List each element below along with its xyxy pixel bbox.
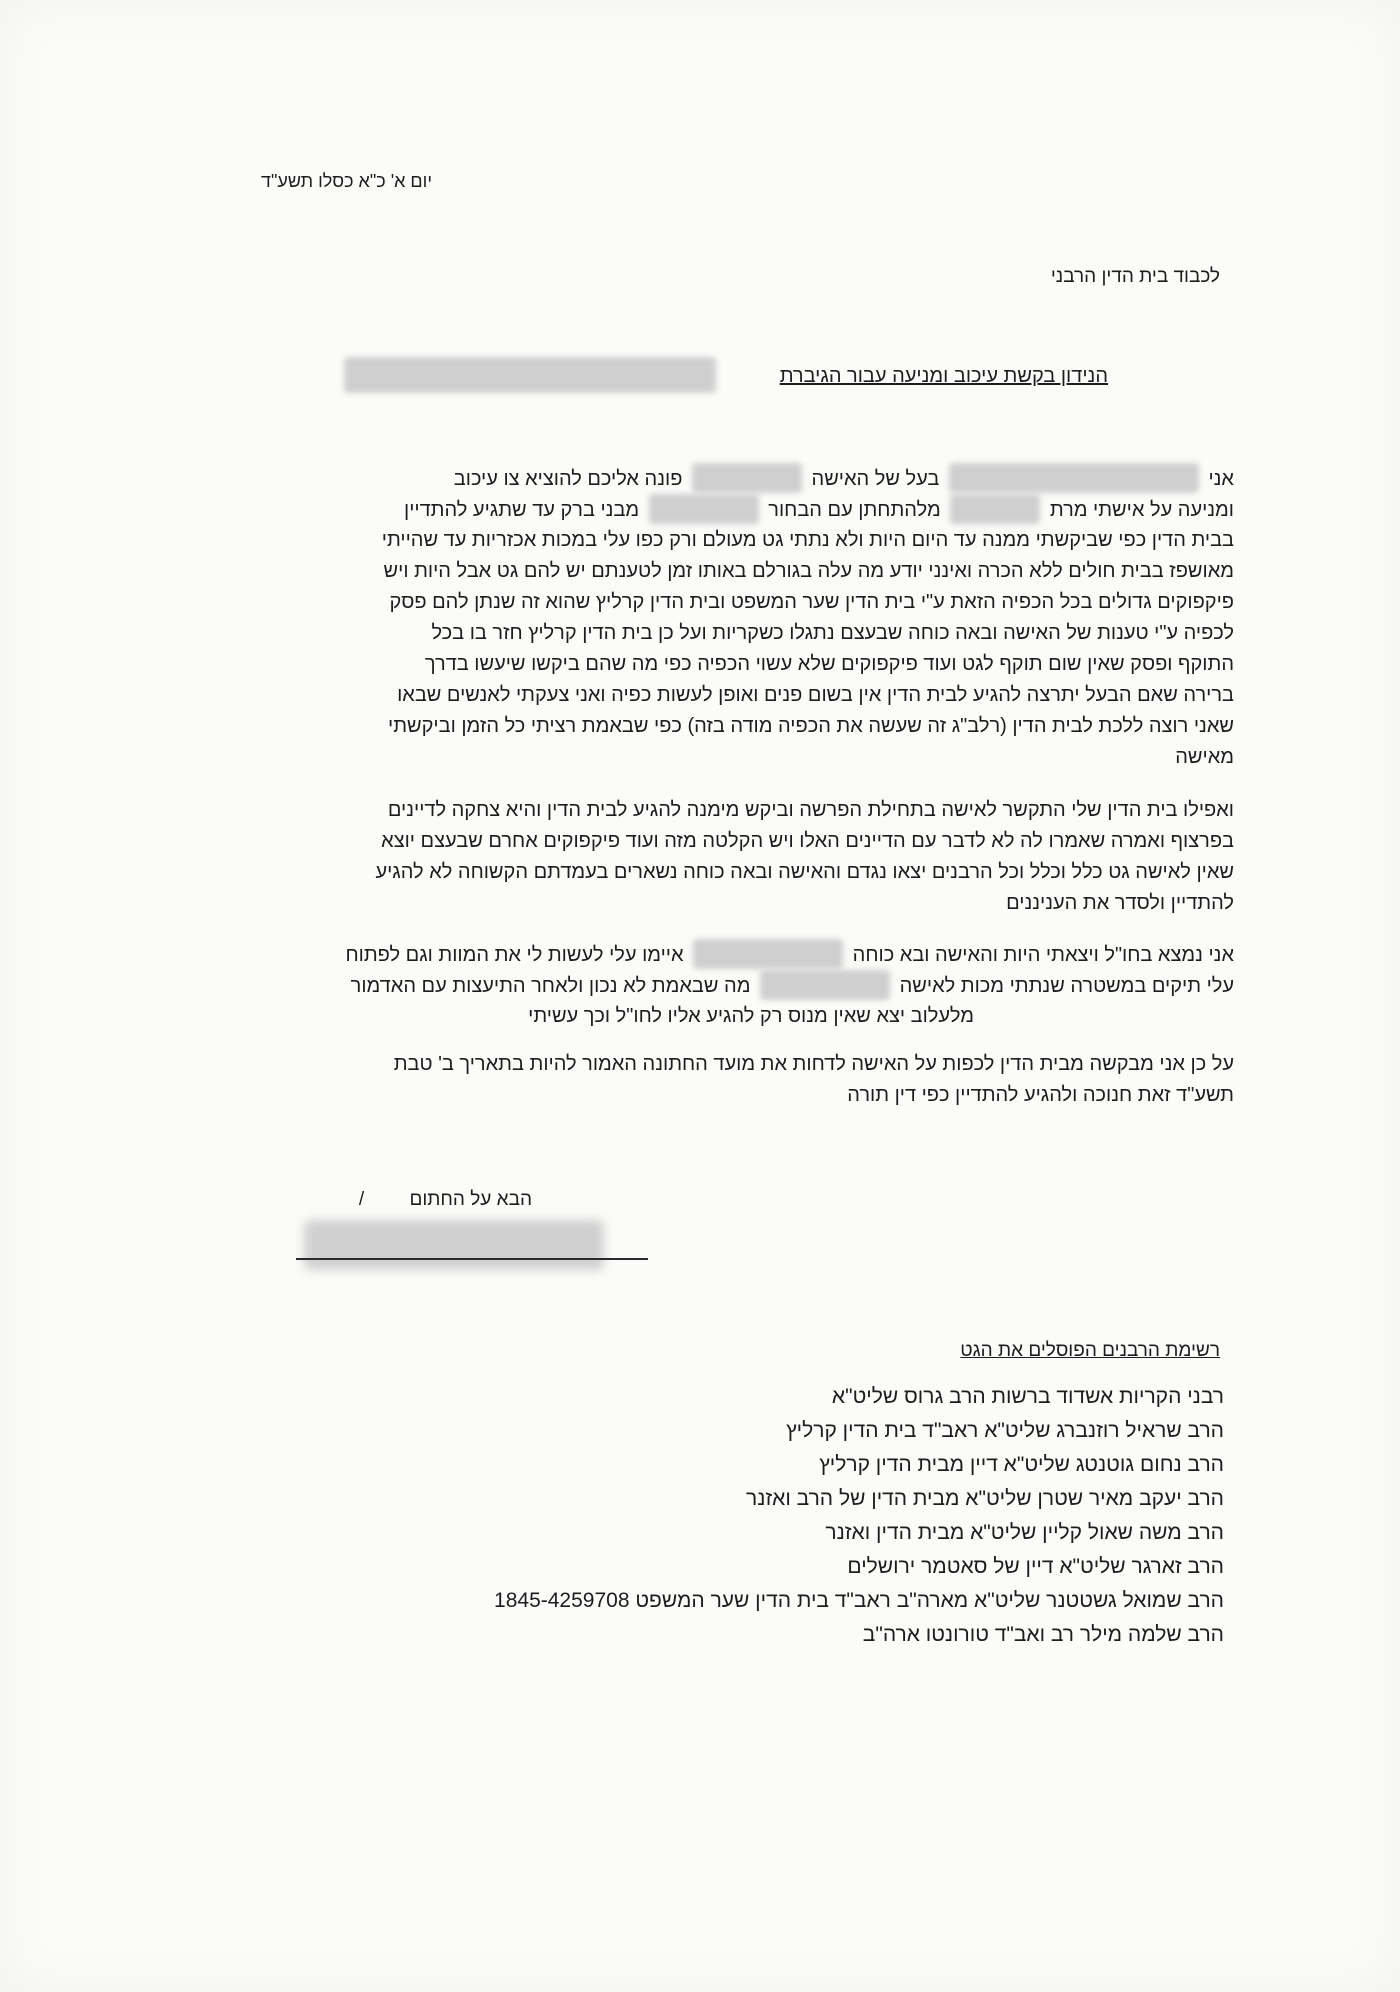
rabbis-list (494, 1380, 1224, 1652)
signature-label (359, 1184, 532, 1215)
paragraph-line (234, 1049, 1234, 1080)
paragraph-line (234, 649, 1234, 680)
paragraph-line (234, 888, 1234, 919)
letter-addressee: לכבוד בית הדין הרבני (1050, 266, 1220, 287)
text-segment: לכפיה ע"י טענות של האישה ובאה כוחה שבעצם נתגלו כשקריות ועל כן בית הדין קרליץ חזר בו בכל (431, 622, 1234, 644)
signature-line (296, 1258, 648, 1260)
paragraph-line (234, 618, 1234, 649)
redacted-name (344, 357, 716, 393)
text-segment: להתדיין ולסדר את העניננים (1006, 892, 1234, 914)
text-segment: פיקפוקים גדולים בכל הכפיה הזאת ע"י בית הדין שער המשפט ובית הדין קרליץ שהוא זה שנתן להם פסק (389, 591, 1234, 613)
text-segment: עלי תיקים במשטרה שנתתי מכות לאישה (899, 975, 1234, 997)
paragraph-line (234, 939, 1234, 970)
text-segment: פונה אליכם להוציא צו עיכוב (453, 468, 683, 490)
paragraph-line (234, 795, 1234, 826)
paragraph-line (234, 970, 1234, 1001)
text-segment: על כן אני מבקשה מבית הדין לכפות על האישה לדחות את מועד החתונה האמור להיות בתאריך ב' טבת (393, 1053, 1234, 1075)
paragraph-2 (234, 795, 1234, 919)
paragraph-1 (234, 463, 1234, 773)
text-segment: בבית הדין כפי שביקשתי ממנה עד היום היות ולא נתתי גט מעולם ורק כפו עלי במכות אכזריות עד שהייתי (381, 529, 1234, 551)
text-segment: איימו עלי לעשות לי את המוות וגם לפתוח (345, 944, 684, 966)
paragraph-line (234, 742, 1234, 773)
letter-subject (780, 361, 1108, 392)
text-segment: מאישה (1175, 746, 1234, 768)
list-item: הרב משה שאול קליין שליט"א מבית הדין ואזנר (825, 1521, 1224, 1544)
text-segment: שאני רוצה ללכת לבית הדין (רלב"ג זה שעשה את הכפיה מודה בזה) כפי שבאמת רציתי כל הזמן וביקשתי (388, 715, 1234, 737)
paragraph-line (234, 494, 1234, 525)
redacted-name (649, 494, 759, 524)
text-segment: מאושפז בבית חולים ללא הכרה ואינני יודע מה עלה בגורלם באותו זמן לטענתם יש להם גט אבל היות ויש (383, 560, 1234, 582)
text-segment: בפרצוף ואמרה שאמרו לה לא לדבר עם הדיינים האלו ויש הקלטה מזה ועוד פיקפוקים אחרם שבעצם יוצא (381, 830, 1234, 852)
text-segment: התוקף ופסק שאין שום תוקף לגט ועוד פיקפוקים שלא עשוי הכפיה כפי מה שהם ביקשו שיעשו בדרך (424, 653, 1234, 675)
redacted-name (950, 494, 1040, 524)
paragraph-line (234, 587, 1234, 618)
text-segment: מה שבאמת לא נכון ולאחר התיעצות עם האדמור (350, 975, 751, 997)
text-segment: ברירה שאם הבעל יתרצה להגיע לבית הדין אין בשום פנים ואופן לעשות כפיה ואני צעקתי לאנשים שבאו (397, 684, 1234, 706)
paragraph-line (234, 711, 1234, 742)
list-item: רבני הקריות אשדוד ברשות הרב גרוס שליט"א (831, 1385, 1224, 1408)
redacted-name (693, 939, 843, 969)
redacted-name (760, 970, 890, 1000)
text-segment: בעל של האישה (811, 468, 940, 490)
signature-text: הבא על החתום (409, 1189, 532, 1210)
rabbis-list-title: רשימת הרבנים הפוסלים את הגט (960, 1340, 1220, 1361)
paragraph-4 (234, 1049, 1234, 1111)
paragraph-line (234, 857, 1234, 888)
list-item: הרב שראיל רוזנברג שליט"א ראב"ד בית הדין קרליץ (786, 1419, 1224, 1442)
list-item: הרב זארגר שליט"א דיין של סאטמר ירושלים (847, 1555, 1224, 1578)
paragraph-line (234, 463, 1234, 494)
signature-mark: / (358, 1189, 365, 1210)
paragraph-line (234, 556, 1234, 587)
paragraph-line (234, 1001, 1234, 1032)
list-item: הרב יעקב מאיר שטרן שליט"א מבית הדין של הרב ואזנר (746, 1487, 1224, 1510)
letter-date: יום א' כ"א כסלו תשע"ד (261, 171, 432, 191)
paragraph-3 (234, 939, 1234, 1032)
subject-text: הנידון בקשת עיכוב ומניעה עבור הגיברת (779, 365, 1108, 387)
text-segment: אני (1208, 468, 1234, 490)
paragraph-line (234, 1080, 1234, 1111)
paragraph-line (234, 826, 1234, 857)
text-segment: ומניעה על אישתי מרת (1049, 499, 1234, 521)
text-segment: מבני ברק עד שתגיע להתדיין (404, 499, 640, 521)
list-item: הרב נחום גוטנטג שליט"א דיין מבית הדין קרליץ (819, 1453, 1224, 1476)
paragraph-line (234, 680, 1234, 711)
text-segment: מלעלוב יצא שאין מנוס רק להגיע אליו לחו"ל וכך עשיתי (528, 1005, 974, 1027)
text-segment: שאין לאישה גט כלל וכלל וכל הרבנים יצאו נגדם והאישה ובאה כוחה נשארים בעמדתם הקשוחה לא להגיע (375, 861, 1234, 883)
text-segment: ואפילו בית הדין שלי התקשר לאישה בתחילת הפרשה וביקש מימנה להגיע לבית הדין והיא צחקה לדיינים (387, 799, 1234, 821)
list-item: הרב שמואל גשטטנר שליט"א מארה"ב ראב"ד בית הדין שער המשפט 1845-4259708 (494, 1589, 1224, 1612)
list-item: הרב שלמה מילר רב ואב"ד טורונטו ארה"ב (862, 1623, 1224, 1646)
redacted-name (949, 463, 1199, 493)
redacted-name (692, 463, 802, 493)
text-segment: תשע"ד זאת חנוכה ולהגיע להתדיין כפי דין תורה (847, 1084, 1234, 1106)
paragraph-line (234, 525, 1234, 556)
text-segment: מלהתחתן עם הבחור (768, 499, 941, 521)
redacted-signature (304, 1220, 604, 1270)
text-segment: אני נמצא בחו"ל ויצאתי היות והאישה ובא כוחה (852, 944, 1234, 966)
